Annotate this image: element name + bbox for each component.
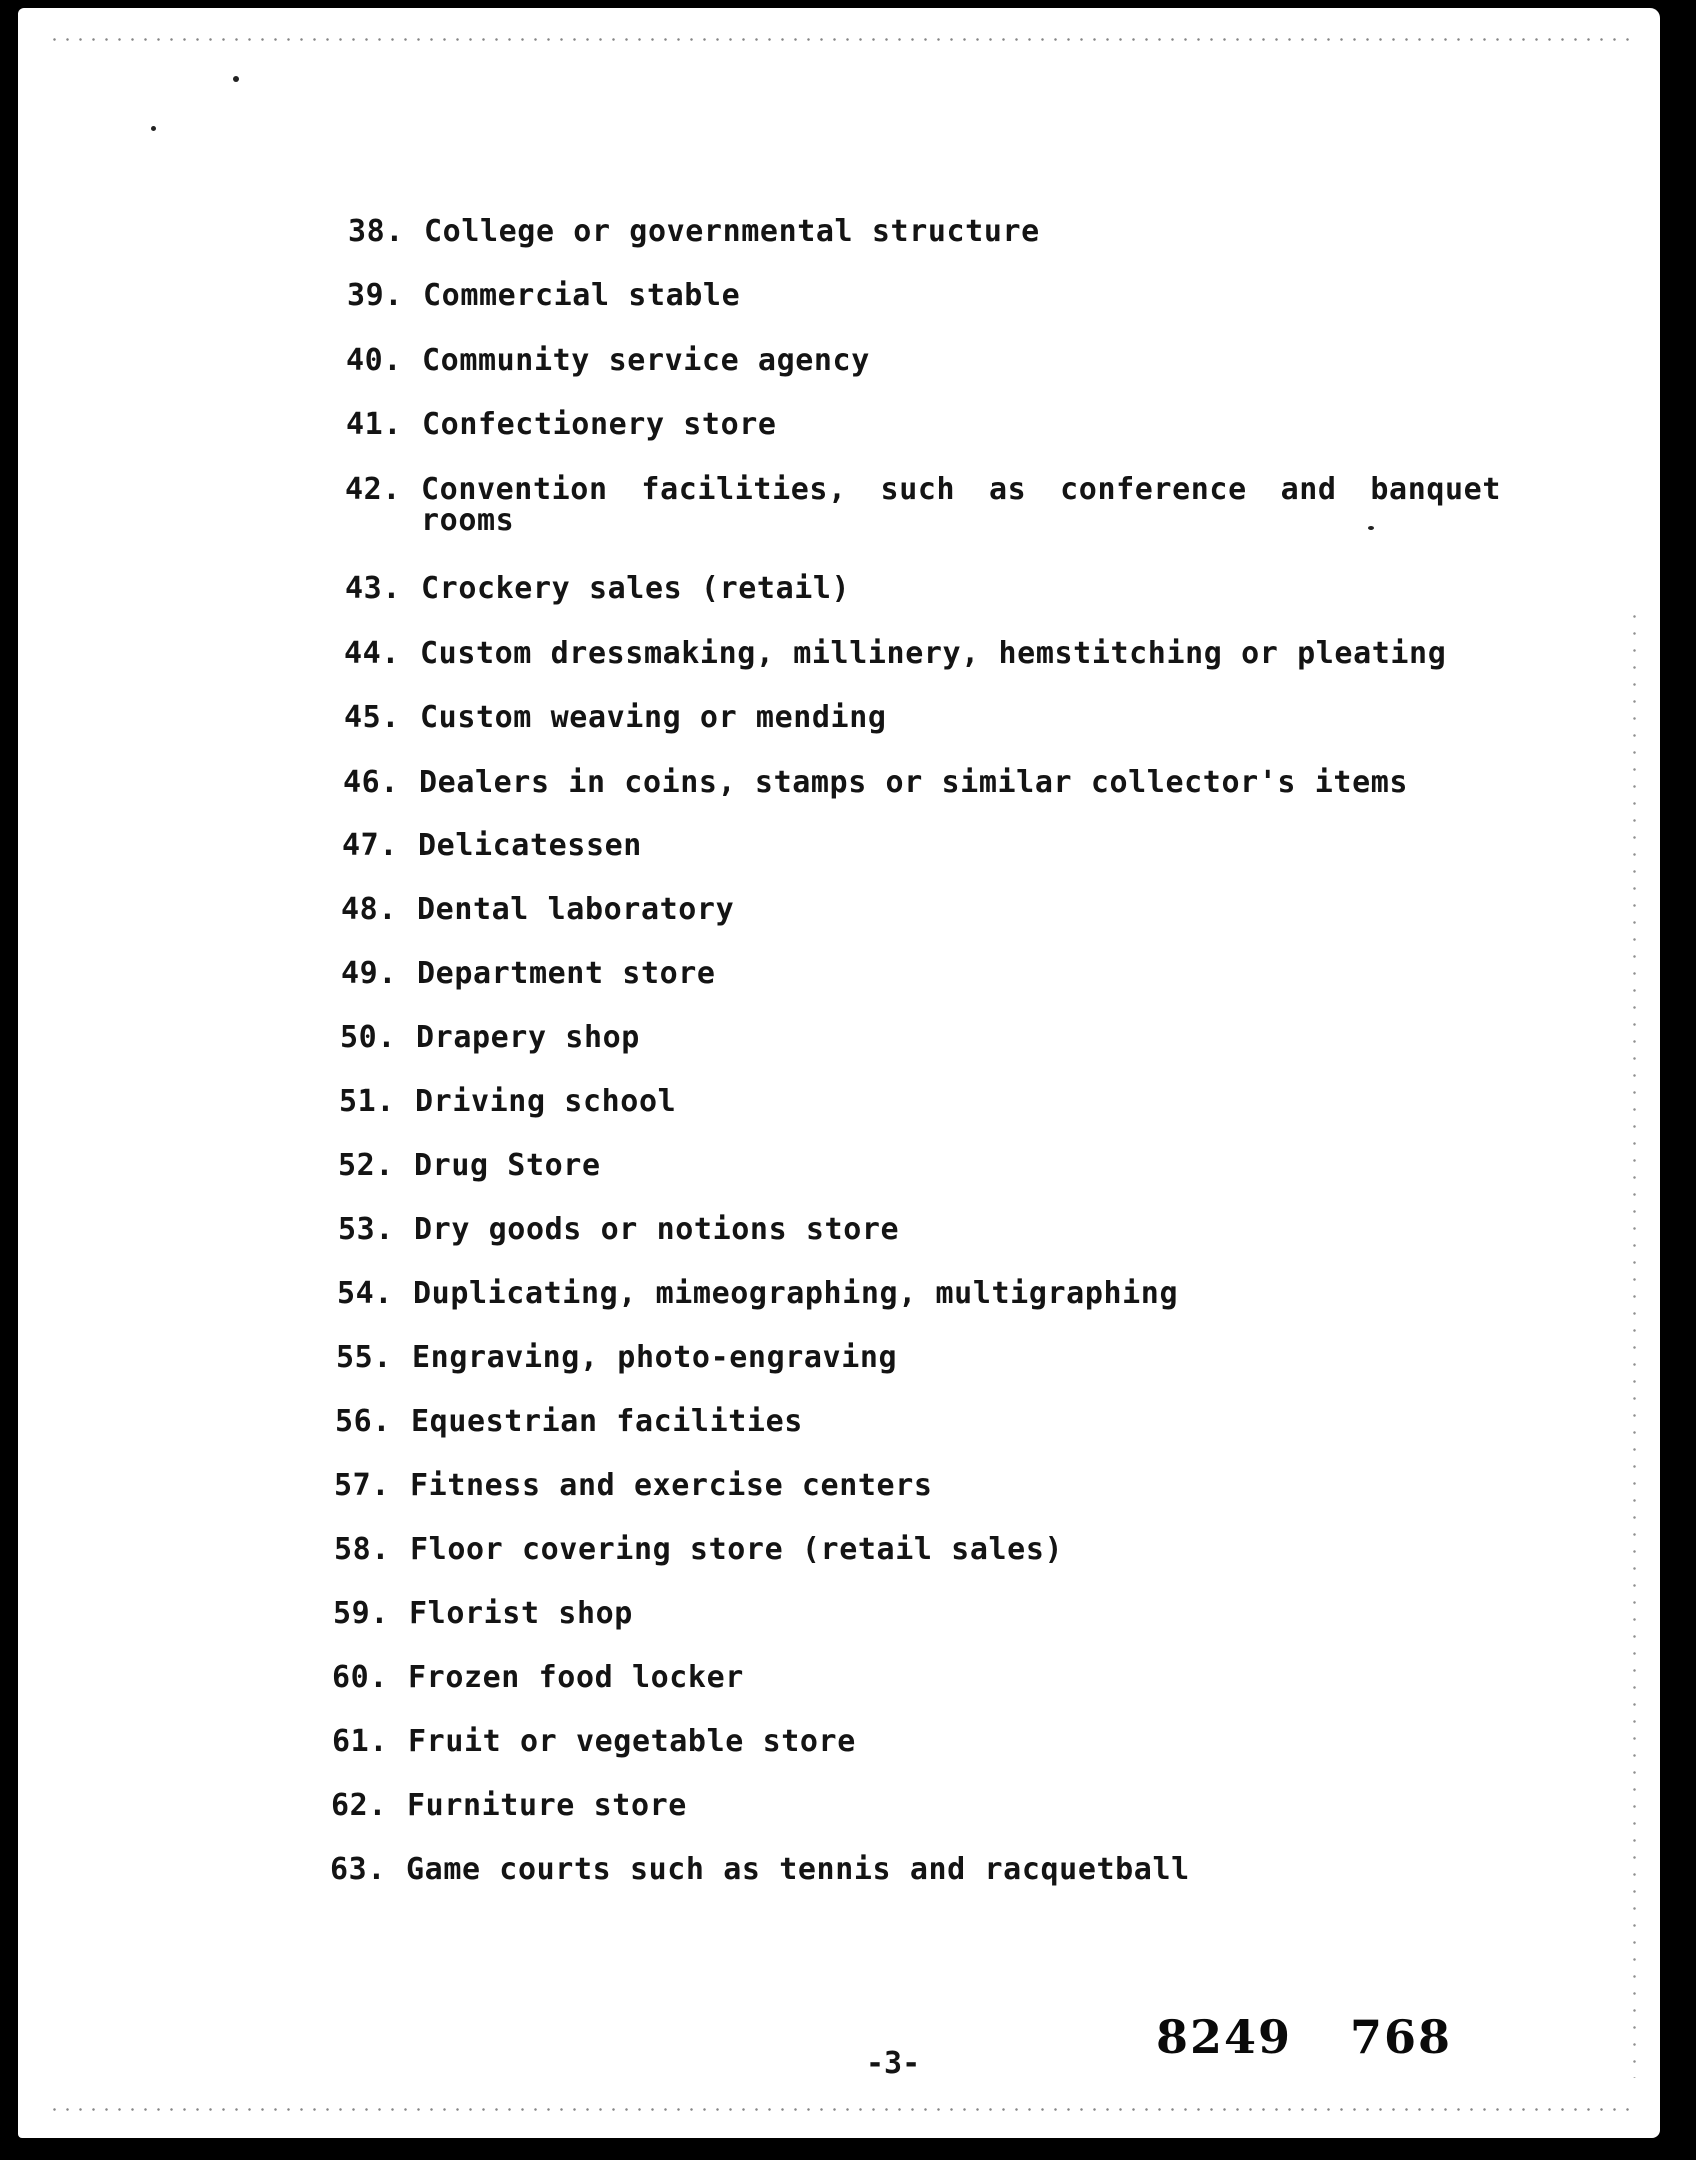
- item-number: 47.: [342, 828, 398, 863]
- list-item: [346, 343, 870, 378]
- item-number: 42.: [345, 472, 401, 507]
- item-number: 62.: [331, 1788, 387, 1823]
- item-text: Drapery shop: [416, 1020, 640, 1055]
- item-number: 44.: [344, 636, 400, 671]
- item-number: 58.: [334, 1532, 390, 1567]
- item-text: Community service agency: [422, 343, 870, 378]
- list-item: [333, 1596, 633, 1631]
- list-item: [332, 1660, 744, 1695]
- item-text: Drug Store: [414, 1148, 601, 1183]
- item-text: Custom weaving or mending: [420, 700, 887, 735]
- item-number: 49.: [341, 956, 397, 991]
- item-number: 40.: [346, 343, 402, 378]
- item-number: 41.: [346, 407, 402, 442]
- list-item: [334, 1468, 933, 1503]
- list-item: [344, 700, 887, 735]
- item-number: 63.: [330, 1852, 386, 1887]
- list-item: [347, 278, 740, 313]
- item-number: 51.: [339, 1084, 395, 1119]
- item-text: Crockery sales (retail): [421, 571, 851, 606]
- item-text: Fitness and exercise centers: [410, 1468, 933, 1503]
- document-page: [18, 8, 1660, 2138]
- item-text: Delicatessen: [418, 828, 642, 863]
- item-number: 61.: [332, 1724, 388, 1759]
- item-text: College or governmental structure: [424, 214, 1040, 249]
- item-number: 54.: [337, 1276, 393, 1311]
- item-text: Equestrian facilities: [411, 1404, 803, 1439]
- list-item: [330, 1852, 1190, 1887]
- item-text: Custom dressmaking, millinery, hemstitching or pleating: [420, 636, 1447, 671]
- scan-speck: [1368, 526, 1374, 530]
- item-number: 59.: [333, 1596, 389, 1631]
- item-text: Driving school: [415, 1084, 677, 1119]
- item-text: Engraving, photo-engraving: [412, 1340, 898, 1375]
- item-number: 46.: [343, 765, 399, 800]
- item-text: Dealers in coins, stamps or similar collector's items: [419, 765, 1409, 800]
- list-item: [339, 1084, 676, 1119]
- item-text: Florist shop: [409, 1596, 633, 1631]
- item-number: 45.: [344, 700, 400, 735]
- list-item: [345, 472, 1501, 538]
- list-item: [335, 1404, 803, 1439]
- list-item: [338, 1212, 899, 1247]
- item-number: 39.: [347, 278, 403, 313]
- item-number: 52.: [338, 1148, 394, 1183]
- scan-speck: [151, 126, 156, 131]
- list-item: [346, 407, 777, 442]
- item-text: Frozen food locker: [408, 1660, 744, 1695]
- item-number: 38.: [348, 214, 404, 249]
- list-item: [341, 956, 716, 991]
- list-item: [337, 1276, 1178, 1311]
- item-number: 57.: [334, 1468, 390, 1503]
- item-text: Fruit or vegetable store: [408, 1724, 856, 1759]
- item-text-line-1: Convention facilities, such as conference and banquet: [421, 472, 1501, 507]
- item-text: Game courts such as tennis and racquetball: [406, 1852, 1190, 1887]
- scan-speck: [233, 76, 239, 82]
- item-text: Confectionery store: [422, 407, 777, 442]
- list-item: [344, 636, 1446, 671]
- business-type-list: [18, 8, 1660, 2138]
- item-text: Duplicating, mimeographing, multigraphing: [413, 1276, 1179, 1311]
- list-item: [338, 1148, 601, 1183]
- list-item: [334, 1532, 1063, 1567]
- item-text: Commercial stable: [423, 278, 741, 313]
- item-number: 55.: [336, 1340, 392, 1375]
- item-text: Dry goods or notions store: [414, 1212, 900, 1247]
- bates-number: 8249 768: [1156, 2010, 1453, 2064]
- item-text: Dental laboratory: [417, 892, 735, 927]
- list-item: [336, 1340, 897, 1375]
- list-item: [342, 828, 642, 863]
- list-item: [343, 765, 1408, 800]
- item-text: Department store: [417, 956, 716, 991]
- item-text-line-2: rooms: [421, 503, 515, 538]
- list-item: [341, 892, 734, 927]
- item-text: [421, 472, 1501, 538]
- item-number: 56.: [335, 1404, 391, 1439]
- list-item: [345, 571, 850, 606]
- item-number: 53.: [338, 1212, 394, 1247]
- list-item: [331, 1788, 687, 1823]
- page-number: -3-: [866, 2046, 921, 2081]
- list-item: [348, 214, 1040, 249]
- item-text: Furniture store: [407, 1788, 687, 1823]
- item-number: 48.: [341, 892, 397, 927]
- item-text: Floor covering store (retail sales): [410, 1532, 1064, 1567]
- list-item: [340, 1020, 640, 1055]
- item-number: 50.: [340, 1020, 396, 1055]
- list-item: [332, 1724, 856, 1759]
- item-number: 43.: [345, 571, 401, 606]
- item-number: 60.: [332, 1660, 388, 1695]
